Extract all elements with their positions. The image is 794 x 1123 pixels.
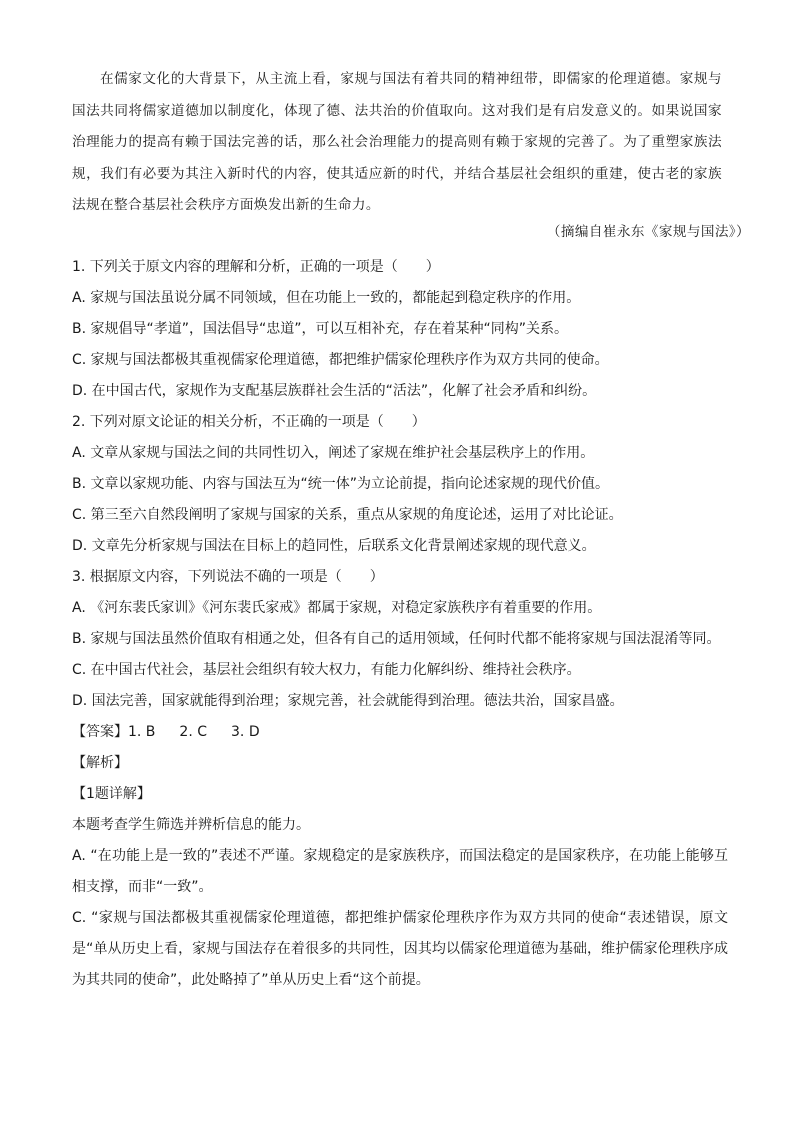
- question-1-option-a: A. 家规与国法虽说分属不同领域，但在功能上一致的，都能起到稳定秩序的作用。: [72, 290, 581, 306]
- analysis-tag: 【解析】: [72, 755, 128, 771]
- answer-item-1: 1. B: [128, 724, 156, 740]
- analysis-intro: 本题考查学生筛选并辨析信息的能力。: [72, 817, 310, 833]
- questions-section: [72, 252, 728, 996]
- answer-item-2: 2. C: [179, 724, 208, 740]
- question-1-option-d: D. 在中国古代，家规作为支配基层族群社会生活的“活法”，化解了社会矛盾和纠纷。: [72, 383, 597, 399]
- question-3-option-b: B. 家规与国法虽然价值取有相通之处，但各有自己的适用领域，任何时代都不能将家规与国法混淆等同。: [72, 631, 721, 647]
- answer-item-3: 3. D: [231, 724, 260, 740]
- question-1-stem: 1. 下列关于原文内容的理解和分析，正确的一项是（ ）: [72, 259, 440, 275]
- passage-source: （摘编自崔永东《家规与国法》）: [546, 224, 750, 240]
- detail-tag: 【1题详解】: [72, 786, 151, 802]
- answer-tag: 【答案】: [72, 724, 128, 740]
- question-2-option-d: D. 文章先分析家规与国法在目标上的趋同性，后联系文化背景阐述家规的现代意义。: [72, 538, 596, 554]
- question-1-option-c: C. 家规与国法都极其重视儒家伦理道德，都把维护儒家伦理秩序作为双方共同的使命。: [72, 352, 609, 368]
- question-3-option-d: D. 国法完善，国家就能得到治理；家规完善，社会就能得到治理。德法共治，国家昌盛。: [72, 693, 624, 709]
- question-2-option-a: A. 文章从家规与国法之间的共同性切入，阐述了家规在维护社会基层秩序上的作用。: [72, 445, 595, 461]
- question-3-stem: 3. 根据原文内容，下列说法不确的一项是（ ）: [72, 569, 384, 585]
- passage-paragraph: 在儒家文化的大背景下，从主流上看，家规与国法有着共同的精神纽带，即儒家的伦理道德。家规与国法共同将儒家道德加以制度化，体现了德、法共治的价值取向。这对我们是有启发意义的。如果说国家治理能力的提高有赖于国法完善的话，那么社会治理能力的提高则有赖于家规的完善了。为了重塑家族法规，我们有必要为其注入新时代的内容，使其适应新的时代，并结合基层社会组织的重建，使古老的家族法规在整合基层社会秩序方面焕发出新的生命力。: [72, 71, 722, 213]
- answer-line: [72, 717, 728, 748]
- question-1-option-b: B. 家规倡导“孝道”，国法倡导“忠道”，可以互相补充，存在着某种“同构”关系。: [72, 321, 569, 337]
- question-2-option-b: B. 文章以家规功能、内容与国法互为“统一体”为立论前提，指向论述家规的现代价值。: [72, 476, 610, 492]
- analysis-option-a: A. “在功能上是一致的”表述不严谨。家规稳定的是家族秩序，而国法稳定的是国家秩序，在功能上能够互相支撑，而非“一致”。: [72, 848, 728, 895]
- question-2-stem: 2. 下列对原文论证的相关分析，不正确的一项是（ ）: [72, 414, 426, 430]
- question-3-option-c: C. 在中国古代社会，基层社会组织有较大权力，有能力化解纠纷、维持社会秩序。: [72, 662, 581, 678]
- question-3-option-a: A. 《河东裴氏家训》《河东裴氏家戒》都属于家规，对稳定家族秩序有着重要的作用。: [72, 600, 602, 616]
- analysis-option-c: C. “家规与国法都极其重视儒家伦理道德，都把维护儒家伦理秩序作为双方共同的使命“表述错误，原文是“单从历史上看，家规与国法存在着很多的共同性，因其均以儒家伦理道德为基础，维护儒家伦理秩序成为其共同的使命”，此处略掉了”单从历史上看“这个前提。: [72, 910, 728, 988]
- question-2-option-c: C. 第三至六自然段阐明了家规与国家的关系，重点从家规的角度论述，运用了对比论证。: [72, 507, 623, 523]
